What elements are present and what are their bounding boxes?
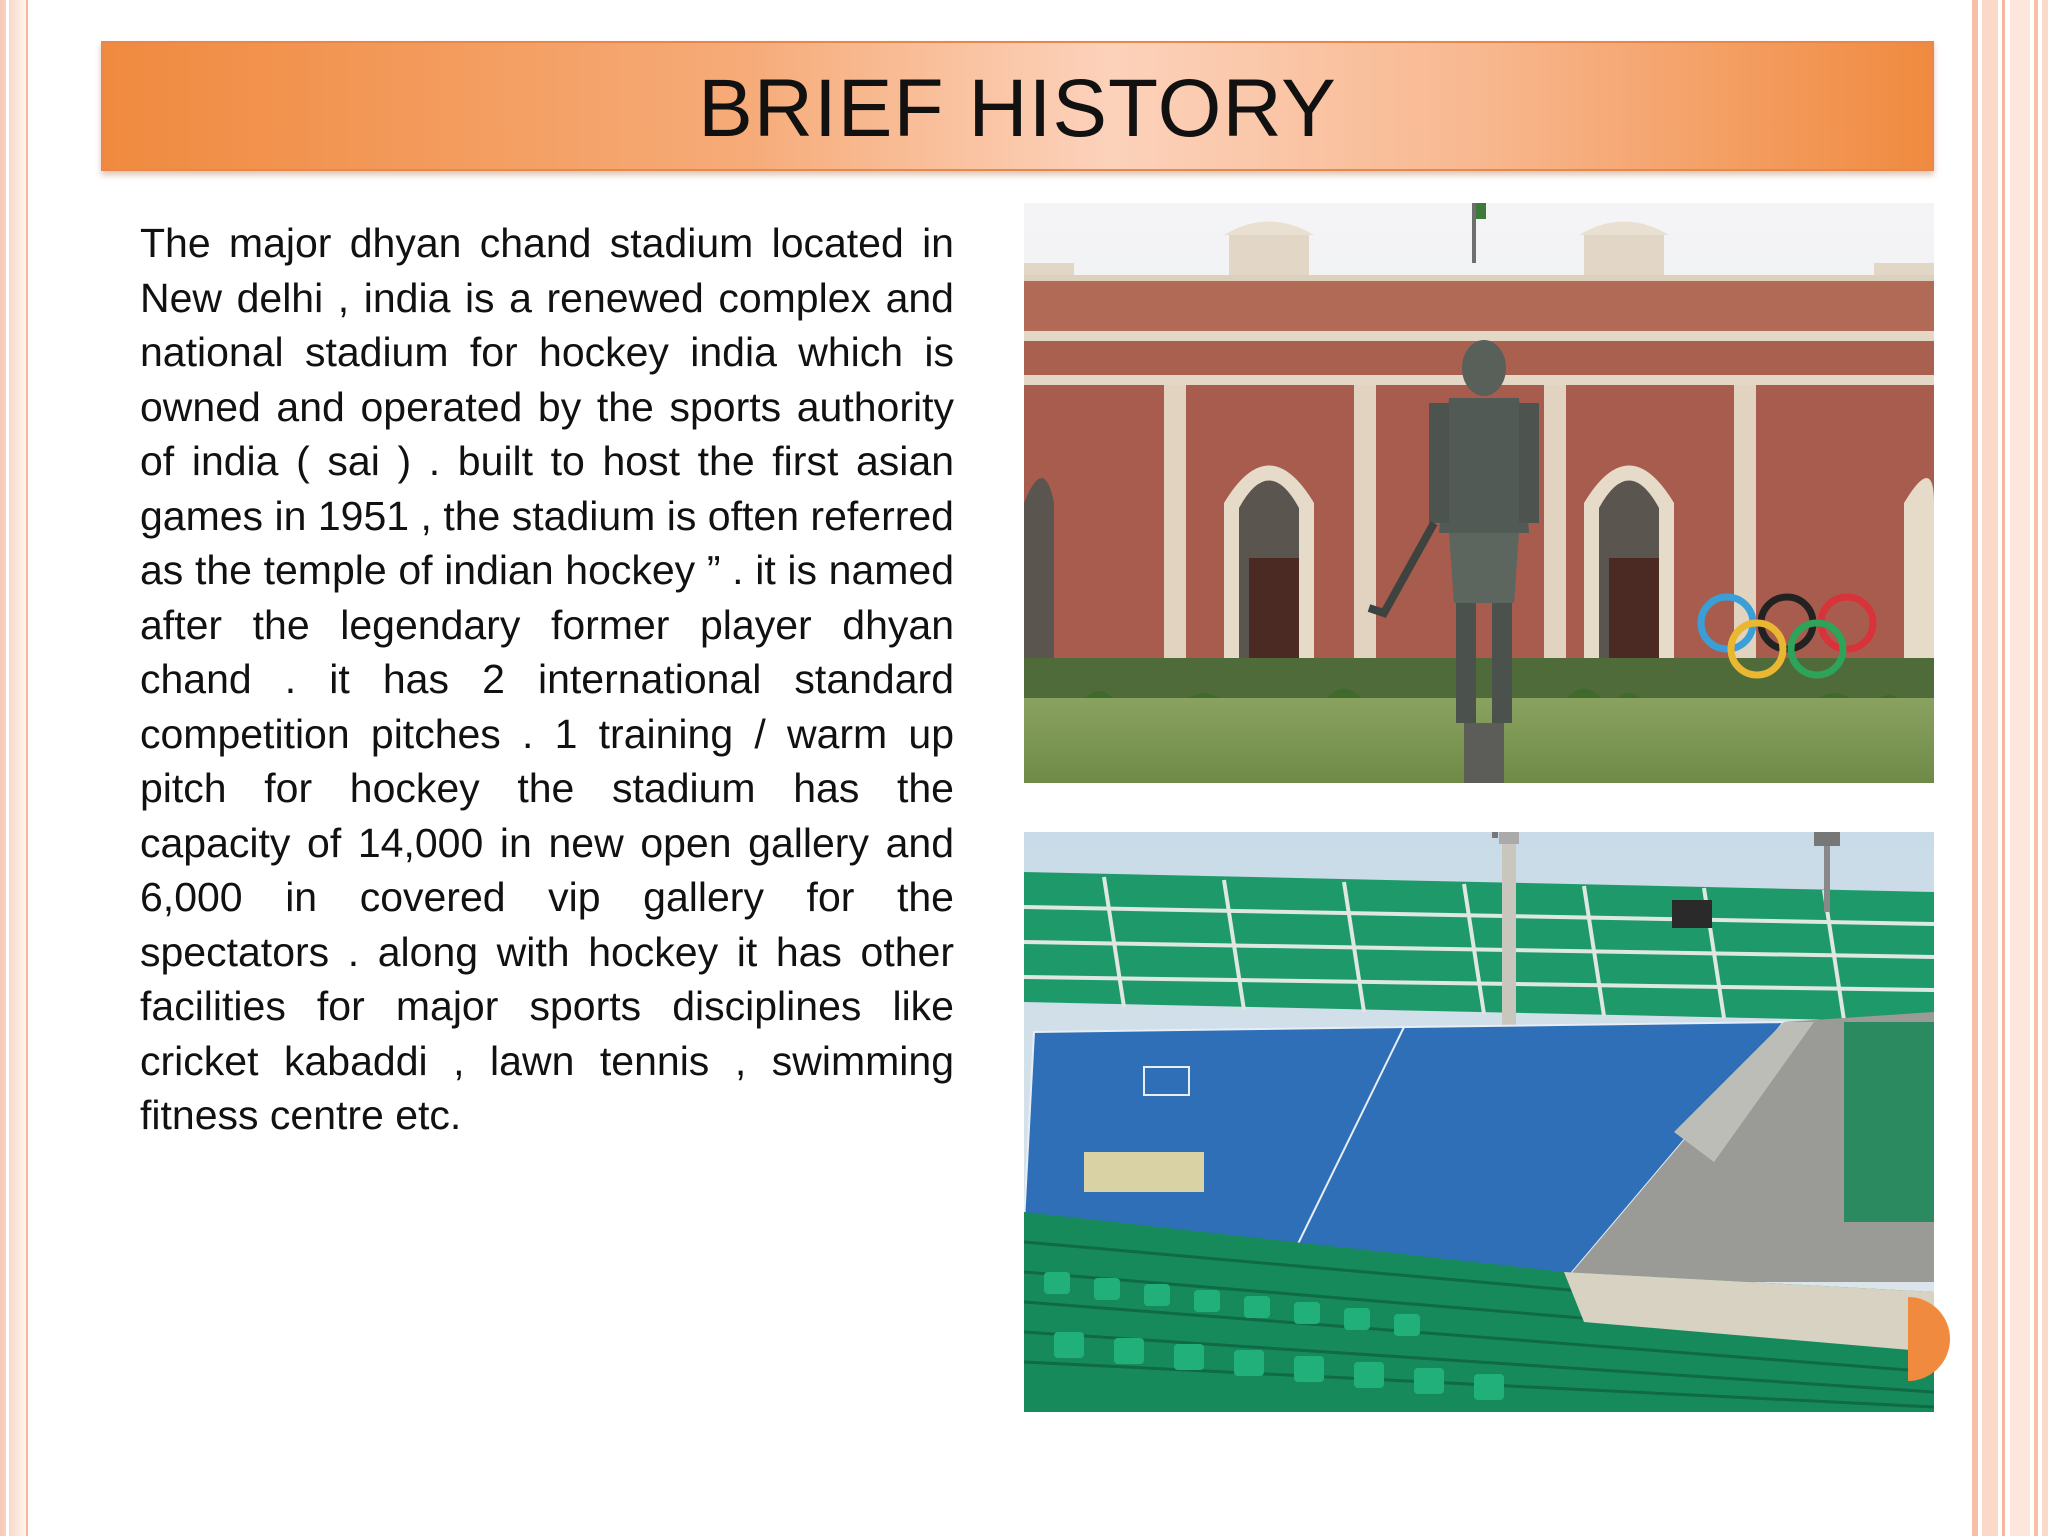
- title-bar: [101, 41, 1934, 171]
- half-circle-dot-icon: [1908, 1297, 1950, 1381]
- left-decorative-border: [0, 0, 28, 1536]
- right-decorative-border: [1966, 0, 2048, 1536]
- hockey-pitch-photo: [1024, 832, 1934, 1412]
- stadium-entrance-photo: [1024, 203, 1934, 783]
- slide-title: BRIEF HISTORY: [698, 63, 1337, 154]
- body-paragraph: The major dhyan chand stadium located in New delhi , india is a renewed complex and national stadium for hockey india which is owned and operated by the sports authority of india ( sai ) . built to host the first asian games in 1951 , the stadium is often referred as the temple of indian hockey ” . it is named after the legendary former player dhyan chand . it has 2 international standard competition pitches . 1 training / warm up pitch for hockey the stadium has the capacity of 14,000 in new open gallery and 6,000 in covered vip gallery for the spectators . along with hockey it has other facilities for major sports disciplines like cricket kabaddi , lawn tennis , swimming fitness centre etc.: [140, 220, 954, 1138]
